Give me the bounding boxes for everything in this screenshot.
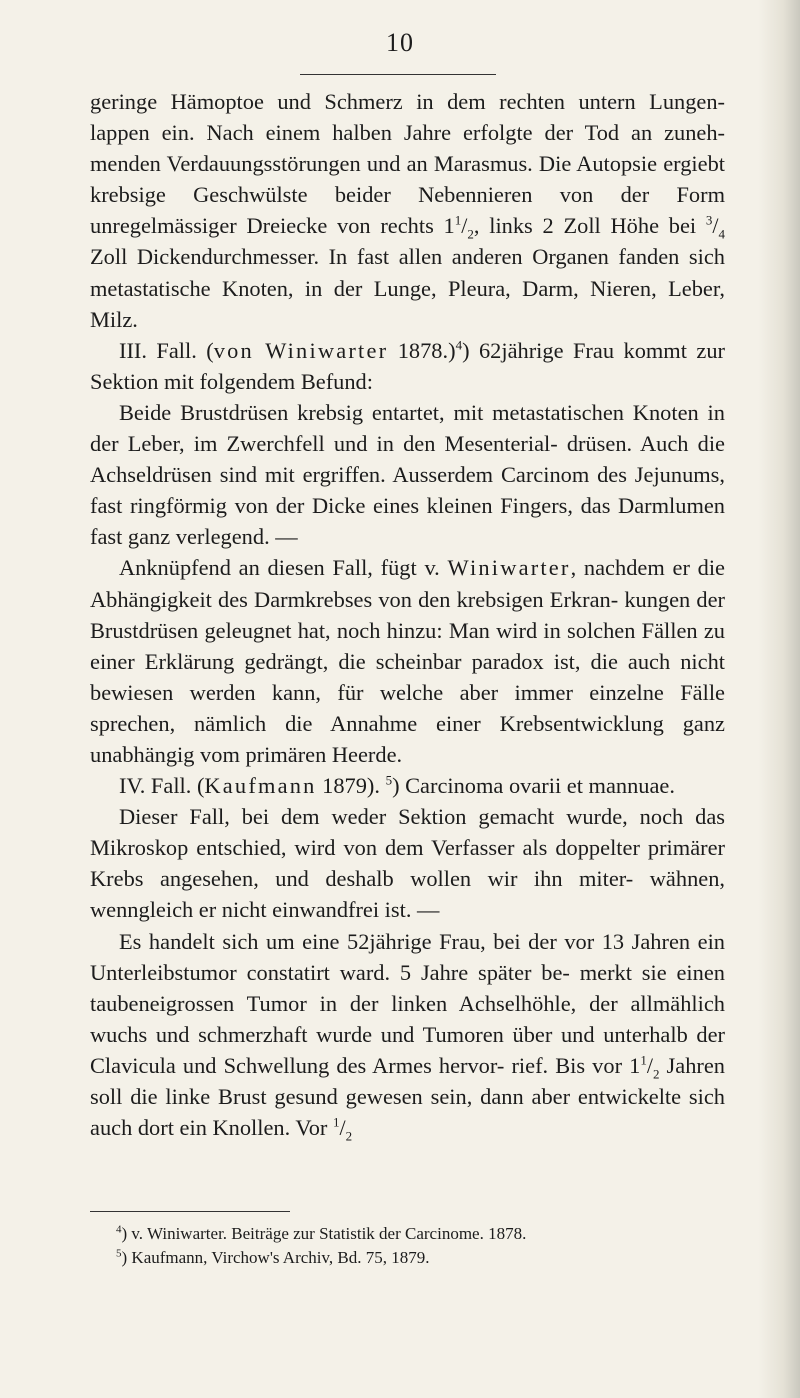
footnote-rule bbox=[90, 1211, 290, 1212]
body-text bbox=[90, 86, 725, 1143]
paragraph-case-4-history: Es handelt sich um eine 52jährige Frau, bei der vor 13 Jahren ein Unterleibstumor constatirt ward. 5 Jahre später be- merkt sie einen taubeneigrossen Tumor in der linken Achselhöhle, der allmählich wuchs und schmerzhaft wurde und Tumoren über und unterhalb der Clavicula und Schwellung des Armes hervor- rief. Bis vor $1^1/_2$ Jahren soll die linke Brust gesund gewesen sein, dann aber entwickelte sich auch dort ein Knollen. Vor $^1/_2$ bbox=[90, 928, 725, 1144]
footnote-5: $^5$) Kaufmann, Virchow's Archiv, Bd. 75, 1879. bbox=[116, 1247, 430, 1267]
header-rule bbox=[300, 74, 496, 75]
fraction-three-quarters: $^3/_4$ bbox=[705, 213, 725, 242]
paragraph-case-4: IV. Fall. (Kaufmann 1879). $^5$) Carcinoma ovarii et mannuae. bbox=[119, 772, 675, 799]
fraction-one-half: $^1/_2$ bbox=[332, 1114, 353, 1144]
paragraph-case-4-intro: Dieser Fall, bei dem weder Sektion gemacht wurde, noch das Mikroskop entschied, wird von dem Verfasser als doppelter primärer Krebs angesehen, und deshalb wollen wir ihn miter- wähnen, wenngleich er nicht einwandfrei ist. — bbox=[90, 804, 725, 923]
text-line: lappen ein. Nach einem halben Jahre erfolgte der Tod an zuneh- bbox=[90, 120, 725, 146]
footnotes bbox=[116, 1222, 736, 1270]
footnote-4: $^4$) v. Winiwarter. Beiträge zur Statistik der Carcinome. 1878. bbox=[116, 1223, 527, 1243]
text-line: geringe Hämoptoe und Schmerz in dem rechten untern Lungen- bbox=[90, 89, 725, 114]
footnote-ref-4[interactable]: 4 bbox=[455, 337, 463, 353]
text-line: kommt zur Sektion mit folgendem Befund: bbox=[90, 337, 725, 394]
text-line: sich metastatische Knoten, in der Lunge, Pleura, Darm, Nieren, bbox=[90, 244, 725, 301]
page-number: 10 bbox=[386, 28, 414, 57]
paragraph-commentary: Anknüpfend an diesen Fall, fügt v. Winiwarter, nachdem er die Abhängigkeit des Darmkrebses von den krebsigen Erkran- kungen der Brustdrüsen geleugnet hat, noch hinzu: Man wird in solchen Fällen zu einer Erklärung gedrängt, die scheinbar paradox ist, die auch nicht bewiesen werden kann, für welche aber immer einzelne Fälle sprechen, nämlich die Annahme einer Krebsentwicklung ganz unabhängig vom primären Heerde. bbox=[90, 555, 725, 767]
author-name: von Winiwarter bbox=[213, 337, 389, 363]
text-line: , links 2 Zoll Höhe bei bbox=[473, 213, 697, 239]
paragraph-findings: Beide Brustdrüsen krebsig entartet, mit metastatischen Knoten in der Leber, im Zwerchfell und in den Mesenterial- drüsen. Auch die Achseldrüsen sind mit ergriffen. Ausserdem Carcinom des Jejunums, fast ringförmig von der Dicke eines kleinen Fingers, das Darmlumen fast ganz verlegend. — bbox=[90, 399, 725, 550]
page-edge-shadow bbox=[758, 0, 800, 1398]
paragraph-case-2-end bbox=[90, 86, 725, 335]
text-line: menden Verdauungsstörungen und an Marasmus. Die Autopsie bbox=[90, 151, 658, 177]
author-name: Winiwarter bbox=[447, 555, 571, 581]
paragraph-case-3: III. Fall. (von Winiwarter 1878.)$^4$) 62jährige Frau kommt zur Sektion mit folgendem Befund: bbox=[90, 337, 725, 394]
text-line: Leber, Milz. bbox=[90, 275, 725, 332]
fraction-one-half: $^1/_2$ bbox=[454, 213, 474, 242]
author-name: Kaufmann bbox=[204, 773, 317, 799]
fraction-one-half: $^1/_2$ bbox=[640, 1052, 660, 1082]
text-line: ergiebt krebsige Geschwülste beider Nebennieren von der Form bbox=[90, 151, 725, 208]
text-line: unregelmässiger Dreiecke von rechts 1 bbox=[90, 213, 455, 239]
text-line: Zoll Dickendurchmesser. In fast allen anderen Organen fanden bbox=[90, 244, 680, 270]
footnote-ref-5[interactable]: 5 bbox=[385, 772, 393, 788]
